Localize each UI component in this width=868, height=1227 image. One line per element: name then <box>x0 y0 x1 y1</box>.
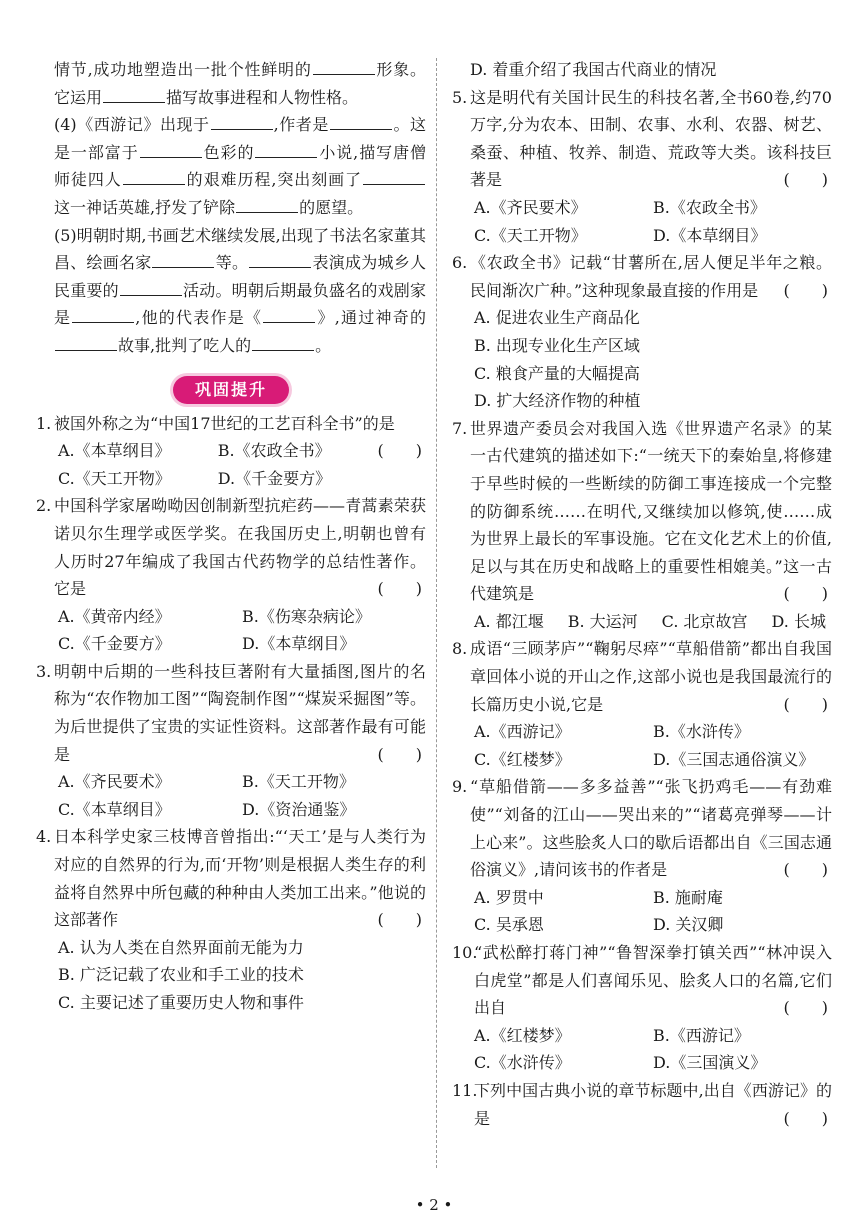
option-a[interactable]: A.《黄帝内经》 <box>58 606 171 626</box>
question-number: 9. <box>452 777 468 797</box>
question-stem: 被国外称之为“中国17世纪的工艺百科全书”的是 <box>54 413 395 433</box>
question-number: 2. <box>36 496 52 516</box>
question-4-continued <box>452 56 832 84</box>
question-number: 11. <box>452 1080 478 1100</box>
answer-parentheses[interactable]: ( ) <box>377 441 422 461</box>
answer-parentheses[interactable]: ( ) <box>783 280 828 300</box>
options <box>36 934 426 1017</box>
question-3 <box>36 658 426 824</box>
question-stem: 中国科学家屠呦呦因创制新型抗疟药——青蒿素荣获诺贝尔生理学或医学奖。在我国历史上,明朝也曾有人历时27年编成了我国古代药物学的总结性著作。它是 <box>54 496 426 599</box>
option-b[interactable]: B.《伤寒杂病论》 <box>242 606 371 626</box>
options <box>452 884 832 939</box>
question-number: 4. <box>36 827 52 847</box>
options <box>452 194 832 249</box>
option-a[interactable]: A.《齐民要术》 <box>474 197 587 217</box>
text: 故事,批判了吃人的 <box>118 335 252 355</box>
question-4 <box>36 823 426 1016</box>
answer-blank[interactable] <box>152 249 214 268</box>
question-5 <box>452 84 832 250</box>
options <box>452 608 832 636</box>
answer-parentheses[interactable]: ( ) <box>783 860 828 880</box>
option-b[interactable]: B.《农政全书》 <box>653 197 766 217</box>
options <box>36 437 378 492</box>
question-stem: “武松醉打蒋门神”“鲁智深拳打镇关西”“林冲误入白虎堂”都是人们喜闻乐见、脍炙人口的名篇,它们出自 <box>474 943 832 1018</box>
option-b[interactable]: B.《西游记》 <box>653 1025 750 1045</box>
option-a[interactable]: A. 促进农业生产商品化 <box>474 308 640 328</box>
answer-blank[interactable] <box>123 166 185 185</box>
question-number: 7. <box>452 418 468 438</box>
question-stem: 成语“三顾茅庐”“鞠躬尽瘁”“草船借箭”都出自我国章回体小说的开山之作,这部小说也是我国最流行的长篇历史小说,它是 <box>470 639 832 714</box>
answer-blank[interactable] <box>103 84 165 103</box>
option-b[interactable]: B. 出现专业化生产区域 <box>474 335 640 355</box>
fill-in-item-3 <box>36 56 426 111</box>
option-a[interactable]: A.《本草纲目》 <box>58 441 171 461</box>
question-stem: 《农政全书》记载“甘薯所在,居人便足半年之粮。民间渐次广种。”这种现象最直接的作用是 <box>470 253 832 300</box>
question-number: 3. <box>36 661 52 681</box>
right-column <box>452 56 832 1132</box>
options <box>36 768 426 823</box>
answer-blank[interactable] <box>120 277 182 296</box>
answer-blank[interactable] <box>236 194 298 213</box>
option-c[interactable]: C.《千金要方》 <box>58 634 171 654</box>
option-a[interactable]: A. 认为人类在自然界面前无能为力 <box>58 937 304 957</box>
text: 形象。它运用 <box>54 60 426 107</box>
text: 等。 <box>215 253 249 273</box>
option-c[interactable]: C. 北京故宫 <box>661 611 748 631</box>
text: 小说,描写唐僧师徒四人 <box>54 142 426 190</box>
option-d[interactable]: D.《三国志通俗演义》 <box>653 749 815 769</box>
question-7 <box>452 415 832 636</box>
text: 表演成为城乡人民重要的 <box>54 253 426 300</box>
text: ,他的代表作是《 <box>135 308 263 328</box>
question-11 <box>452 1077 832 1132</box>
option-d[interactable]: D.《本草纲目》 <box>242 634 356 654</box>
option-c[interactable]: C. 主要记述了重要历史人物和事件 <box>58 993 304 1012</box>
option-b[interactable]: B. 广泛记载了农业和手工业的技术 <box>58 965 304 985</box>
answer-blank[interactable] <box>211 111 273 130</box>
question-9 <box>452 773 832 939</box>
option-b[interactable]: B.《农政全书》 <box>217 441 331 461</box>
option-c[interactable]: C. 吴承恩 <box>474 915 544 935</box>
option-d[interactable]: D.《本草纲目》 <box>653 225 767 245</box>
answer-parentheses[interactable]: ( ) <box>783 694 828 714</box>
text: ,作者是 <box>273 115 329 135</box>
question-number: 5. <box>452 87 468 107</box>
text: 情节,成功地塑造出一批个性鲜明的 <box>54 60 312 79</box>
answer-blank[interactable] <box>363 166 425 185</box>
question-stem: 下列中国古典小说的章节标题中,出自《西游记》的是 <box>474 1080 832 1128</box>
option-c[interactable]: C.《本草纲目》 <box>58 799 171 819</box>
option-c[interactable]: C.《水浒传》 <box>474 1053 571 1073</box>
option-a[interactable]: A.《红楼梦》 <box>474 1025 571 1045</box>
text: 。 <box>315 335 332 355</box>
question-10 <box>452 939 832 1077</box>
question-stem: 世界遗产委员会对我国入选《世界遗产名录》的某一古代建筑的描述如下:“一统天下的秦始皇,将修建于早些时候的一些断续的防御工事连接成一个完整的防御系统……在明代,又继续加以修筑,使……成为世界上最长的军事设施。它在文化艺术上的价值,足以与其在历史和战略上的重要性相媲美。”这一古代建筑是 <box>470 418 832 604</box>
option-d[interactable]: D. 关汉卿 <box>653 915 724 935</box>
option-c[interactable]: C.《天工开物》 <box>58 468 171 488</box>
question-stem: 日本科学史家三枝博音曾指出:“‘天工’是与人类行为对应的自然界的行为,而‘开物’则是根据人类生存的利益将自然界中所包藏的种种由人类加工出来。”他说的这部著作 <box>54 827 426 930</box>
text: 的艰难历程,突出刻画了 <box>185 170 362 190</box>
text: 活动。明朝后期最负盛名的戏剧家是 <box>54 280 426 328</box>
option-d[interactable]: D.《资治通鉴》 <box>242 799 356 819</box>
answer-parentheses[interactable]: ( ) <box>783 170 828 190</box>
text: 描写故事进程和人物性格。 <box>166 87 359 107</box>
text: 这一神话英雄,抒发了铲除 <box>54 197 236 217</box>
answer-parentheses[interactable]: ( ) <box>377 744 422 764</box>
answer-blank[interactable] <box>249 249 311 268</box>
option-a[interactable]: A.《齐民要术》 <box>58 772 171 792</box>
answer-blank[interactable] <box>55 332 117 351</box>
answer-blank[interactable] <box>330 111 392 130</box>
text: 色彩的 <box>202 142 255 162</box>
question-1 <box>36 410 426 493</box>
question-6 <box>452 249 832 415</box>
option-d[interactable]: D. 扩大经济作物的种植 <box>474 391 641 411</box>
column-divider <box>436 58 437 1168</box>
option-b[interactable]: B.《水浒传》 <box>653 722 750 742</box>
question-number: 6. <box>452 253 468 273</box>
question-stem: “草船借箭——多多益善”“张飞扔鸡毛——有劲难使”“刘备的江山——哭出来的”“诸葛亮弹琴——计上心来”。这些脍炙人口的歇后语都出自《三国志通俗演义》,请问该书的作者是 <box>470 777 832 880</box>
answer-blank[interactable] <box>255 139 317 158</box>
answer-blank[interactable] <box>313 56 375 75</box>
option-b[interactable]: B. 施耐庵 <box>653 887 723 907</box>
question-stem: 明朝中后期的一些科技巨著附有大量插图,图片的名称为“农作物加工图”“陶瓷制作图”“煤炭采掘图”等。为后世提供了宝贵的实证性资料。这部著作最有可能是 <box>54 661 426 764</box>
page-number: • 2 • <box>415 1196 453 1214</box>
answer-blank[interactable] <box>252 332 314 351</box>
answer-parentheses[interactable]: ( ) <box>783 1108 828 1128</box>
option-a[interactable]: A. 都江堰 <box>474 611 544 631</box>
question-8 <box>452 635 832 773</box>
option-d[interactable]: D.《千金要方》 <box>217 468 332 488</box>
option-d[interactable]: D. 着重介绍了我国古代商业的情况 <box>470 60 717 79</box>
text: (5)明朝时期,书画艺术继续发展,出现了书法名家董其昌、绘画名家 <box>54 225 426 273</box>
answer-parentheses[interactable]: ( ) <box>377 910 422 930</box>
text: 的愿望。 <box>299 197 364 217</box>
option-a[interactable]: A.《西游记》 <box>474 722 571 742</box>
question-number: 1. <box>36 413 52 433</box>
fill-in-item-5 <box>36 222 426 360</box>
option-b[interactable]: B.《天工开物》 <box>242 772 355 792</box>
option-c[interactable]: C.《红楼梦》 <box>474 749 571 769</box>
text: (4)《西游记》出现于 <box>54 115 210 135</box>
options <box>452 718 832 773</box>
options <box>36 603 426 658</box>
option-d[interactable]: D. 长城 <box>771 611 826 631</box>
option-c[interactable]: C. 粮食产量的大幅提高 <box>474 363 640 383</box>
answer-parentheses[interactable]: ( ) <box>783 998 828 1018</box>
options <box>452 1022 832 1077</box>
answer-blank[interactable] <box>140 139 202 158</box>
text: 。这是一部富于 <box>54 115 426 162</box>
option-d[interactable]: D.《三国演义》 <box>653 1053 767 1073</box>
text: 》,通过神奇的 <box>316 308 426 328</box>
option-b[interactable]: B. 大运河 <box>567 611 638 631</box>
section-title-badge: 巩固提升 <box>173 376 289 404</box>
question-number: 10. <box>452 943 478 962</box>
options <box>452 304 832 414</box>
fill-in-item-4 <box>36 111 426 221</box>
option-a[interactable]: A. 罗贯中 <box>474 887 544 907</box>
answer-blank[interactable] <box>263 304 315 323</box>
answer-parentheses[interactable]: ( ) <box>377 579 422 599</box>
answer-parentheses[interactable]: ( ) <box>783 584 828 604</box>
left-column <box>36 56 426 1017</box>
question-stem: 这是明代有关国计民生的科技名著,全书60卷,约70万字,分为农本、田制、农事、水利、农器、树艺、桑蚕、种植、牧养、制造、荒政等大类。该科技巨著是 <box>470 87 832 190</box>
option-c[interactable]: C.《天工开物》 <box>474 225 587 245</box>
question-number: 8. <box>452 639 468 659</box>
question-2 <box>36 492 426 658</box>
answer-blank[interactable] <box>72 304 134 323</box>
